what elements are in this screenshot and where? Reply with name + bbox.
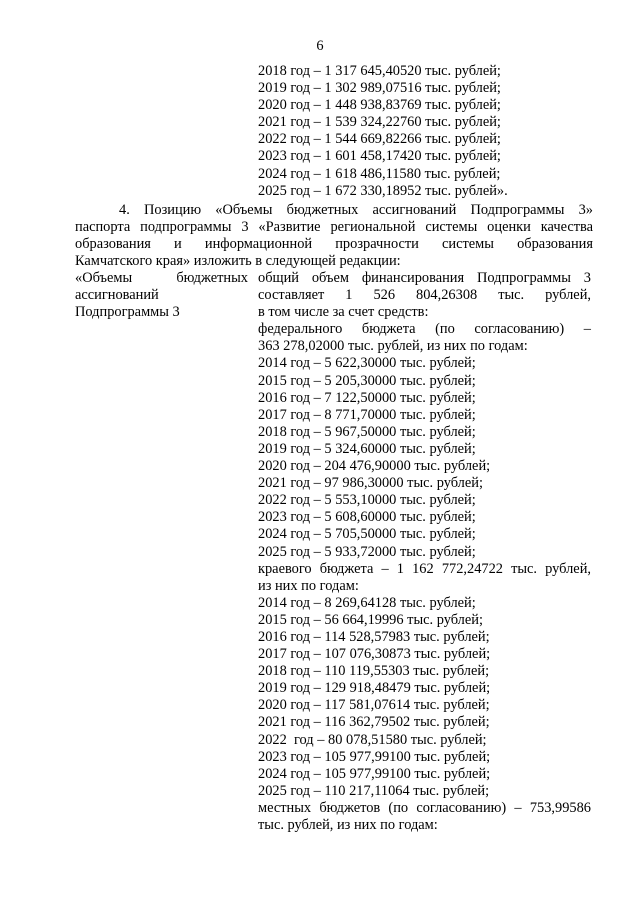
federal-year-line: 2016 год – 7 122,50000 тыс. рублей;	[258, 389, 476, 406]
year-line: 2023 год – 1 601 458,17420 тыс. рублей;	[258, 148, 501, 165]
amendment-paragraph	[75, 202, 593, 270]
local-header-line: местных бюджетов (по согласованию) – 753,99586	[258, 799, 591, 816]
federal-year-line: 2021 год – 97 986,30000 тыс. рублей;	[258, 475, 483, 492]
federal-year-line: 2022 год – 5 553,10000 тыс. рублей;	[258, 492, 476, 509]
federal-year-line: 2025 год – 5 933,72000 тыс. рублей;	[258, 543, 476, 560]
regional-year-line: 2024 год – 105 977,99100 тыс. рублей;	[258, 765, 491, 782]
paragraph-line: 4. Позицию «Объемы бюджетных ассигнований Подпрограммы 3»	[119, 202, 593, 218]
federal-year-line: 2019 год – 5 324,60000 тыс. рублей;	[258, 440, 476, 457]
federal-year-line: 2014 год – 5 622,30000 тыс. рублей;	[258, 355, 476, 372]
paragraph-line: паспорта подпрограммы 3 «Развитие региональной системы оценки качества	[75, 219, 593, 236]
regional-year-line: 2023 год – 105 977,99100 тыс. рублей;	[258, 748, 491, 765]
paragraph-line: Камчатского края» изложить в следующей редакции:	[75, 253, 401, 270]
intro-line: составляет 1 526 804,26308 тыс. рублей,	[258, 287, 591, 304]
label-line: «Объемы бюджетных	[75, 270, 248, 286]
regional-header-line: краевого бюджета – 1 162 772,24722 тыс. рублей,	[258, 560, 591, 577]
federal-year-line: 2023 год – 5 608,60000 тыс. рублей;	[258, 509, 476, 526]
year-line: 2022 год – 1 544 669,82266 тыс. рублей;	[258, 131, 501, 148]
regional-year-line: 2014 год – 8 269,64128 тыс. рублей;	[258, 594, 476, 611]
intro-line: общий объем финансирования Подпрограммы 3	[258, 270, 591, 286]
regional-header-line: из них по годам:	[258, 577, 359, 594]
label-line: ассигнований	[75, 287, 159, 304]
federal-year-line: 2020 год – 204 476,90000 тыс. рублей;	[258, 458, 491, 475]
continuation-year-list	[258, 63, 508, 200]
page-number: 6	[316, 38, 324, 54]
federal-year-line: 2015 год – 5 205,30000 тыс. рублей;	[258, 372, 476, 389]
regional-year-line: 2015 год – 56 664,19996 тыс. рублей;	[258, 611, 483, 628]
federal-year-line: 2018 год – 5 967,50000 тыс. рублей;	[258, 423, 476, 440]
regional-year-line: 2017 год – 107 076,30873 тыс. рублей;	[258, 646, 491, 663]
regional-year-line: 2016 год – 114 528,57983 тыс. рублей;	[258, 628, 490, 645]
year-line: 2020 год – 1 448 938,83769 тыс. рублей;	[258, 97, 501, 114]
year-line: 2019 год – 1 302 989,07516 тыс. рублей;	[258, 80, 501, 97]
federal-header-line: федерального бюджета (по согласованию) –	[258, 321, 591, 338]
label-line: Подпрограммы 3	[75, 304, 180, 321]
regional-year-line: 2019 год – 129 918,48479 тыс. рублей;	[258, 680, 491, 697]
year-line: 2018 год – 1 317 645,40520 тыс. рублей;	[258, 63, 501, 79]
intro-line: в том числе за счет средств:	[258, 304, 429, 321]
paragraph-line: образования и информационной прозрачности системы образования	[75, 236, 593, 253]
year-line: 2025 год – 1 672 330,18952 тыс. рублей».	[258, 182, 508, 199]
year-line: 2021 год – 1 539 324,22760 тыс. рублей;	[258, 114, 501, 131]
federal-header-line: 363 278,02000 тыс. рублей, из них по годам:	[258, 338, 528, 355]
local-header-line: тыс. рублей, из них по годам:	[258, 817, 438, 833]
regional-year-line: 2021 год – 116 362,79502 тыс. рублей;	[258, 714, 490, 731]
federal-year-line: 2017 год – 8 771,70000 тыс. рублей;	[258, 406, 476, 423]
regional-year-line: 2018 год – 110 119,55303 тыс. рублей;	[258, 663, 490, 680]
federal-year-line: 2024 год – 5 705,50000 тыс. рублей;	[258, 526, 476, 543]
table-label-cell	[75, 270, 248, 321]
regional-year-line: 2022 год – 80 078,51580 тыс. рублей;	[258, 731, 487, 748]
regional-year-line: 2020 год – 117 581,07614 тыс. рублей;	[258, 697, 490, 714]
table-value-cell	[258, 270, 591, 834]
year-line: 2024 год – 1 618 486,11580 тыс. рублей;	[258, 165, 501, 182]
regional-year-line: 2025 год – 110 217,11064 тыс. рублей;	[258, 782, 490, 799]
